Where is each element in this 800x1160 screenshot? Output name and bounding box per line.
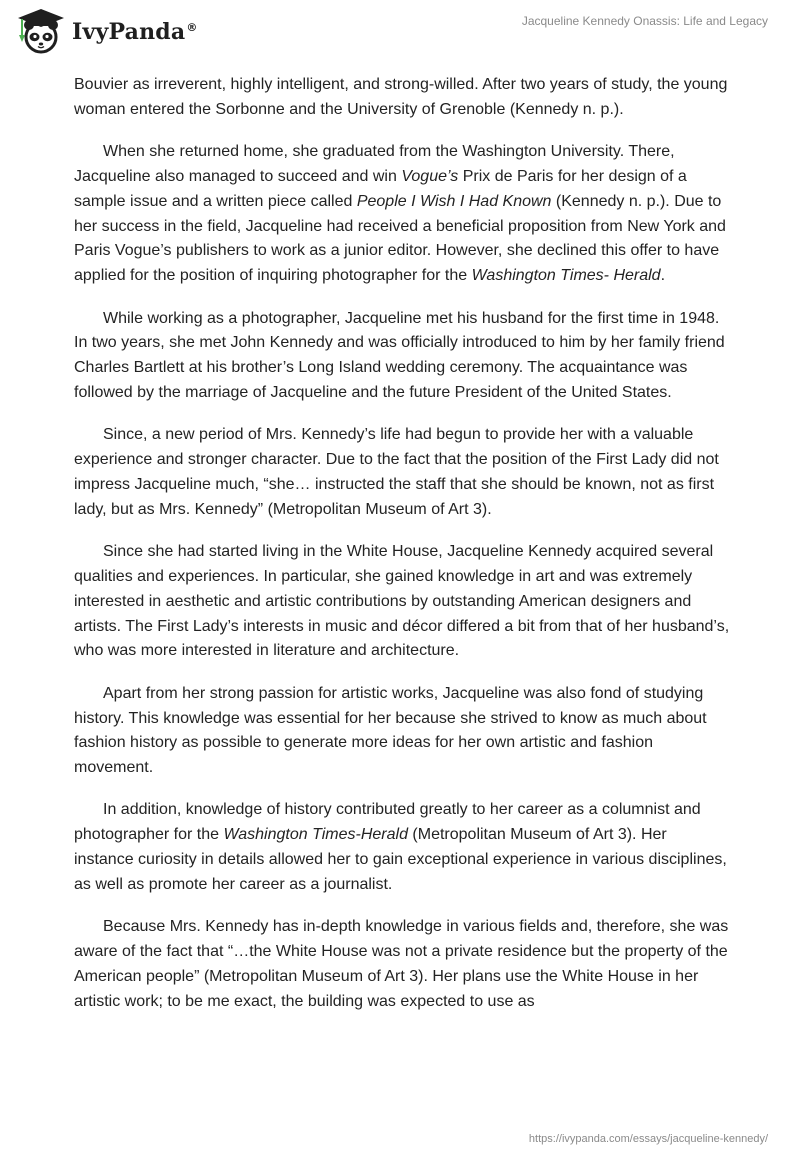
brand-name: IvyPanda® [72,19,198,45]
paragraph: In addition, knowledge of history contributed greatly to her career as a columnist and photographer for the Washington Times-Herald (Metropolitan Museum of Art 3). Her instance curiosity in details allowed her to gain exceptional experience in various disciplines, as well as promote her career as a journalist. [74,801,727,893]
italic-title: Washington Times- Herald [471,267,661,285]
document-title: Jacqueline Kennedy Onassis: Life and Legacy [521,14,768,28]
paragraph: Since she had started living in the White House, Jacqueline Kennedy acquired several qualities and experiences. In particular, she gained knowledge in art and was extremely interested in aesthetic and artistic contributions by outstanding American designers and artists. The First Lady’s interests in music and décor differed a bit from that of her husband’s, who was more interested in literature and architecture. [74,543,730,660]
paragraph: Because Mrs. Kennedy has in-depth knowledge in various fields and, therefore, she was aware of the fact that “…the White House was not a private residence but the property of the American people” (Metropolitan Museum of Art 3). Her plans use the White House in her artistic work; to be me exact, the building was expected to use as [74,918,729,1010]
paragraph: While working as a photographer, Jacqueline met his husband for the first time in 1948. In two years, she met John Kennedy and was officially introduced to him by her family friend Charles Bartlett at his brother’s Long Island wedding ceremony. The acquaintance was followed by the marriage of Jacqueline and the future President of the United States. [74,309,725,401]
italic-title: Washington Times-Herald [223,826,408,844]
paragraph: When she returned home, she graduated from the Washington University. There, Jacqueline also managed to succeed and win Vogue’s Prix de Paris for her design of a sample issue and a written piece called People I Wish I Had Known (Kennedy n. p.). Due to her success in the field, Jacqueline had received a beneficial proposition from New York and Paris Vogue’s publishers to work as a junior editor. However, she declined this offer to have applied for the position of inquiring photographer for the Washington Times- Herald. [74,143,726,285]
ivypanda-logo[interactable] [14,8,198,56]
registered-mark: ® [186,20,198,34]
italic-title: Vogue’s [401,167,459,185]
italic-title: People I Wish I Had Known [356,192,552,210]
paragraph: Apart from her strong passion for artistic works, Jacqueline was also fond of studying history. This knowledge was essential for her because she strived to know as much about fashion history as possible to generate more ideas for her own artistic and fashion movement. [74,684,707,777]
paragraph: Since, a new period of Mrs. Kennedy’s life had begun to provide her with a valuable experience and stronger character. Due to the fact that the position of the First Lady did not impress Jacqueline much, “she… instructed the staff that she should be known, not as first lady, but as Mrs. Kennedy” (Metropolitan Museum of Art 3). [74,426,719,518]
essay-body [74,73,730,1032]
panda-graduation-cap-icon [14,8,68,56]
page-header [0,0,800,64]
source-url[interactable]: https://ivypanda.com/essays/jacqueline-kennedy/ [528,1133,768,1145]
paragraph: Bouvier as irreverent, highly intelligent, and strong-willed. After two years of study, the young woman entered the Sorbonne and the University of Grenoble (Kennedy n. p.). [74,76,728,118]
